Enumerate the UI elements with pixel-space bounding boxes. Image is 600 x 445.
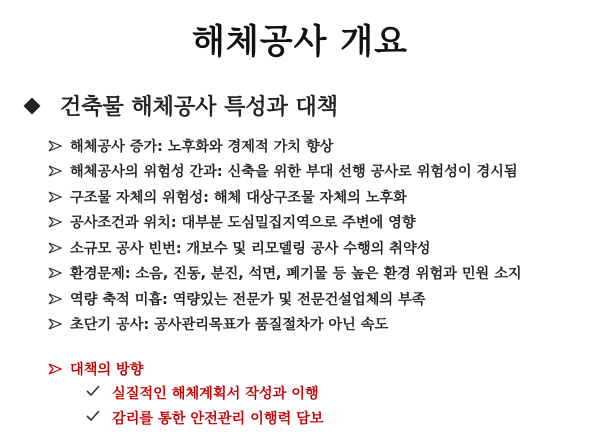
checkmark-icon xyxy=(86,410,112,426)
arrow-bullet-icon xyxy=(48,165,70,177)
list-item-text: 해체공사의 위험성 간과: 신축을 위한 부대 선행 공사로 위험성이 경시됨 xyxy=(70,164,518,181)
arrow-bullet-icon xyxy=(48,242,70,254)
section-heading xyxy=(22,90,338,121)
list-item xyxy=(48,312,593,338)
issue-list xyxy=(48,133,593,337)
list-item-text: 소규모 공사 빈번: 개보수 및 리모델링 공사 수행의 취약성 xyxy=(70,240,431,257)
list-item-text: 공사조건과 위치: 대부분 도심밀집지역으로 주변에 영향 xyxy=(70,215,416,232)
diamond-bullet-icon xyxy=(24,97,41,114)
list-item xyxy=(48,286,593,312)
list-item-text: 해체공사 증가: 노후화와 경제적 가치 향상 xyxy=(70,138,334,155)
list-item xyxy=(48,235,593,261)
arrow-bullet-icon xyxy=(48,216,70,228)
list-item-text: 역량 축적 미흡: 역량있는 전문가 및 전문건설업체의 부족 xyxy=(70,291,426,308)
arrow-bullet-icon xyxy=(48,191,70,203)
policy-items xyxy=(86,380,586,430)
list-item xyxy=(86,380,586,405)
list-item xyxy=(48,184,593,210)
policy-heading-text: 대책의 방향 xyxy=(70,361,144,378)
section-heading-text: 건축물 해체공사 특성과 대책 xyxy=(60,95,339,120)
policy-heading xyxy=(48,356,593,382)
list-item-text: 환경문제: 소음, 진동, 분진, 석면, 폐기물 등 높은 환경 위험과 민원 소지 xyxy=(70,266,522,283)
page-title: 해체공사 개요 xyxy=(192,22,408,62)
policy-section xyxy=(48,356,593,382)
list-item-text: 초단기 공사: 공사관리목표가 품질절차가 아닌 속도 xyxy=(70,317,389,334)
list-item-text: 구조물 자체의 위험성: 해체 대상구조물 자체의 노후화 xyxy=(70,189,407,206)
arrow-bullet-icon xyxy=(48,140,70,152)
checkmark-icon xyxy=(86,385,112,401)
arrow-bullet-icon xyxy=(48,267,70,279)
list-item-text: 감리를 통한 안전관리 이행력 담보 xyxy=(112,410,324,427)
list-item xyxy=(86,405,586,430)
list-item xyxy=(48,133,593,159)
list-item xyxy=(48,261,593,287)
arrow-bullet-icon xyxy=(48,318,70,330)
list-item-text: 실질적인 해체계획서 작성과 이행 xyxy=(112,385,319,402)
list-item xyxy=(48,210,593,236)
arrow-bullet-icon xyxy=(48,363,70,375)
arrow-bullet-icon xyxy=(48,293,70,305)
list-item xyxy=(48,159,593,185)
